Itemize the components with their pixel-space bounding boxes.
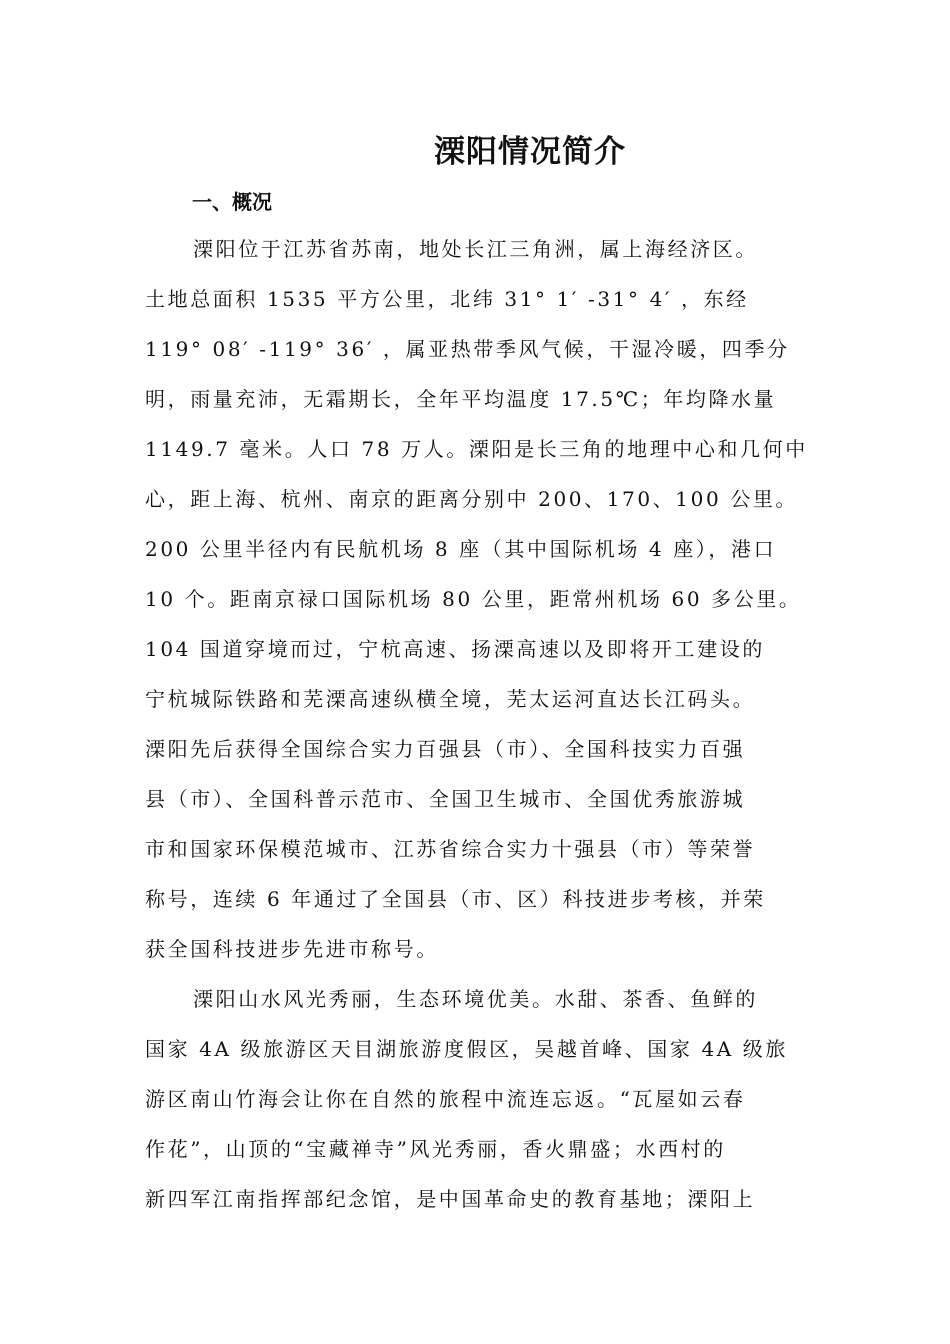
- paragraph-line: 国家 4A 级旅游区天目湖旅游度假区，吴越首峰、国家 4A 级旅: [145, 1037, 788, 1061]
- paragraph-line: 溧阳山水风光秀丽，生态环境优美。水甜、茶香、鱼鲜的: [193, 987, 758, 1011]
- paragraph-line: 新四军江南指挥部纪念馆，是中国革命史的教育基地；溧阳上: [145, 1187, 756, 1211]
- paragraph-line: 1149.7 毫米。人口 78 万人。溧阳是长三角的地理中心和几何中: [145, 437, 808, 461]
- paragraph-scenery: [145, 974, 825, 1224]
- paragraph-line: 200 公里半径内有民航机场 8 座（其中国际机场 4 座），港口: [145, 537, 777, 561]
- paragraph-line: 市和国家环保模范城市、江苏省综合实力十强县（市）等荣誉: [145, 837, 756, 861]
- paragraph-line: 游区南山竹海会让你在自然的旅程中流连忘返。“瓦屋如云春: [145, 1087, 746, 1111]
- paragraph-line: 明，雨量充沛，无霜期长，全年平均温度 17.5℃；年均降水量: [145, 387, 777, 411]
- paragraph-line: 获全国科技进步先进市称号。: [145, 937, 439, 961]
- paragraph-line: 县（市）、全国科普示范市、全国卫生城市、全国优秀旅游城: [145, 787, 746, 811]
- paragraph-line: 溧阳先后获得全国综合实力百强县（市）、全国科技实力百强: [145, 737, 746, 761]
- paragraph-line: 作花”，山顶的“宝藏禅寺”风光秀丽，香火鼎盛；水西村的: [145, 1137, 726, 1161]
- paragraph-line: 119° 08′ -119° 36′ ，属亚热带季风气候，干湿冷暖，四季分: [145, 337, 790, 361]
- section-heading: 一、概况: [192, 190, 272, 214]
- paragraph-line: 心，距上海、杭州、南京的距离分别中 200、170、100 公里。: [145, 487, 799, 511]
- paragraph-line: 称号，连续 6 年通过了全国县（市、区）科技进步考核，并荣: [145, 887, 766, 911]
- paragraph-line: 宁杭城际铁路和芜溧高速纵横全境，芜太运河直达长江码头。: [145, 687, 756, 711]
- paragraph-line: 10 个。距南京禄口国际机场 80 公里，距常州机场 60 多公里。: [145, 587, 802, 611]
- paragraph-overview: [145, 224, 825, 974]
- document-title: 溧阳情况简介: [434, 134, 626, 170]
- paragraph-line: 溧阳位于江苏省苏南，地处长江三角洲，属上海经济区。: [193, 237, 758, 261]
- paragraph-line: 土地总面积 1535 平方公里，北纬 31° 1′ -31° 4′ ，东经: [145, 287, 749, 311]
- paragraph-line: 104 国道穿境而过，宁杭高速、扬溧高速以及即将开工建设的: [145, 637, 765, 661]
